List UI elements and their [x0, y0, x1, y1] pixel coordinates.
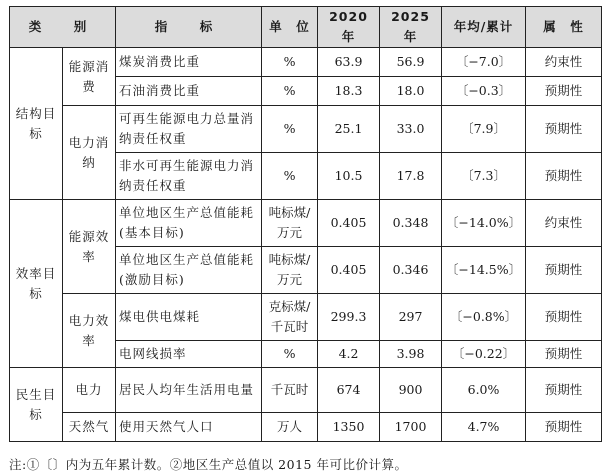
value-2020-cell: 0.405: [318, 200, 380, 247]
value-2020-cell: 299.3: [318, 294, 380, 341]
indicator-cell: 单位地区生产总值能耗(激励目标): [116, 247, 262, 294]
attribute-cell: 约束性: [526, 48, 602, 77]
value-2025-cell: 3.98: [380, 341, 442, 368]
value-2025-cell: 33.0: [380, 106, 442, 153]
table-header-row: [10, 7, 602, 48]
indicator-cell: 石油消费比重: [116, 77, 262, 106]
category-structure: 结构目标: [10, 48, 63, 200]
attribute-cell: 约束性: [526, 200, 602, 247]
unit-cell: %: [262, 153, 318, 200]
header-unit: 单 位: [262, 7, 318, 48]
value-2020-cell: 1350: [318, 413, 380, 442]
value-2025-cell: 17.8: [380, 153, 442, 200]
unit-cell: %: [262, 77, 318, 106]
indicator-cell: 电网线损率: [116, 341, 262, 368]
attribute-cell: 预期性: [526, 77, 602, 106]
table-row: [10, 200, 602, 247]
value-2025-cell: 900: [380, 368, 442, 413]
unit-cell: %: [262, 106, 318, 153]
subcategory-energy-consumption: 能源消费: [63, 48, 116, 106]
unit-cell: 千瓦时: [262, 368, 318, 413]
attribute-cell: 预期性: [526, 341, 602, 368]
rate-cell: 〔−14.5%〕: [442, 247, 526, 294]
value-2020-cell: 0.405: [318, 247, 380, 294]
value-2020-cell: 10.5: [318, 153, 380, 200]
value-2025-cell: 56.9: [380, 48, 442, 77]
indicator-cell: 可再生能源电力总量消纳责任权重: [116, 106, 262, 153]
rate-cell: 〔7.3〕: [442, 153, 526, 200]
unit-cell: 克标煤/千瓦时: [262, 294, 318, 341]
subcategory-power-consumption: 电力消纳: [63, 106, 116, 200]
indicator-table: [9, 6, 602, 442]
rate-cell: 6.0%: [442, 368, 526, 413]
header-indicator: 指 标: [116, 7, 262, 48]
value-2020-cell: 25.1: [318, 106, 380, 153]
table-row: [10, 368, 602, 413]
attribute-cell: 预期性: [526, 106, 602, 153]
header-2025: 2025 年: [380, 7, 442, 48]
indicator-cell: 煤炭消费比重: [116, 48, 262, 77]
value-2025-cell: 0.346: [380, 247, 442, 294]
table-row: [10, 106, 602, 153]
rate-cell: 〔−7.0〕: [442, 48, 526, 77]
unit-cell: 万人: [262, 413, 318, 442]
indicator-cell: 非水可再生能源电力消纳责任权重: [116, 153, 262, 200]
rate-cell: 〔−14.0%〕: [442, 200, 526, 247]
unit-cell: %: [262, 341, 318, 368]
table-row: [10, 294, 602, 341]
indicator-cell: 使用天然气人口: [116, 413, 262, 442]
value-2025-cell: 0.348: [380, 200, 442, 247]
category-efficiency: 效率目标: [10, 200, 63, 368]
indicator-cell: 单位地区生产总值能耗(基本目标): [116, 200, 262, 247]
rate-cell: 4.7%: [442, 413, 526, 442]
header-attribute: 属 性: [526, 7, 602, 48]
table-row: [10, 48, 602, 77]
subcategory-electricity: 电力: [63, 368, 116, 413]
value-2020-cell: 4.2: [318, 341, 380, 368]
attribute-cell: 预期性: [526, 413, 602, 442]
value-2025-cell: 297: [380, 294, 442, 341]
category-livelihood: 民生目标: [10, 368, 63, 442]
value-2020-cell: 18.3: [318, 77, 380, 106]
header-rate: 年均/累计: [442, 7, 526, 48]
attribute-cell: 预期性: [526, 153, 602, 200]
attribute-cell: 预期性: [526, 368, 602, 413]
unit-cell: 吨标煤/万元: [262, 247, 318, 294]
subcategory-power-efficiency: 电力效率: [63, 294, 116, 368]
rate-cell: 〔−0.22〕: [442, 341, 526, 368]
indicator-cell: 煤电供电煤耗: [116, 294, 262, 341]
rate-cell: 〔−0.3〕: [442, 77, 526, 106]
value-2025-cell: 1700: [380, 413, 442, 442]
header-2020: 2020 年: [318, 7, 380, 48]
unit-cell: 吨标煤/万元: [262, 200, 318, 247]
subcategory-natural-gas: 天然气: [63, 413, 116, 442]
footnote: 注:①〔〕内为五年累计数。②地区生产总值以 2015 年可比价计算。: [9, 457, 408, 472]
header-category: 类 别: [10, 7, 116, 48]
value-2020-cell: 63.9: [318, 48, 380, 77]
indicator-cell: 居民人均年生活用电量: [116, 368, 262, 413]
rate-cell: 〔−0.8%〕: [442, 294, 526, 341]
subcategory-energy-efficiency: 能源效率: [63, 200, 116, 294]
table-row: [10, 413, 602, 442]
value-2025-cell: 18.0: [380, 77, 442, 106]
value-2020-cell: 674: [318, 368, 380, 413]
rate-cell: 〔7.9〕: [442, 106, 526, 153]
unit-cell: %: [262, 48, 318, 77]
attribute-cell: 预期性: [526, 294, 602, 341]
attribute-cell: 预期性: [526, 247, 602, 294]
